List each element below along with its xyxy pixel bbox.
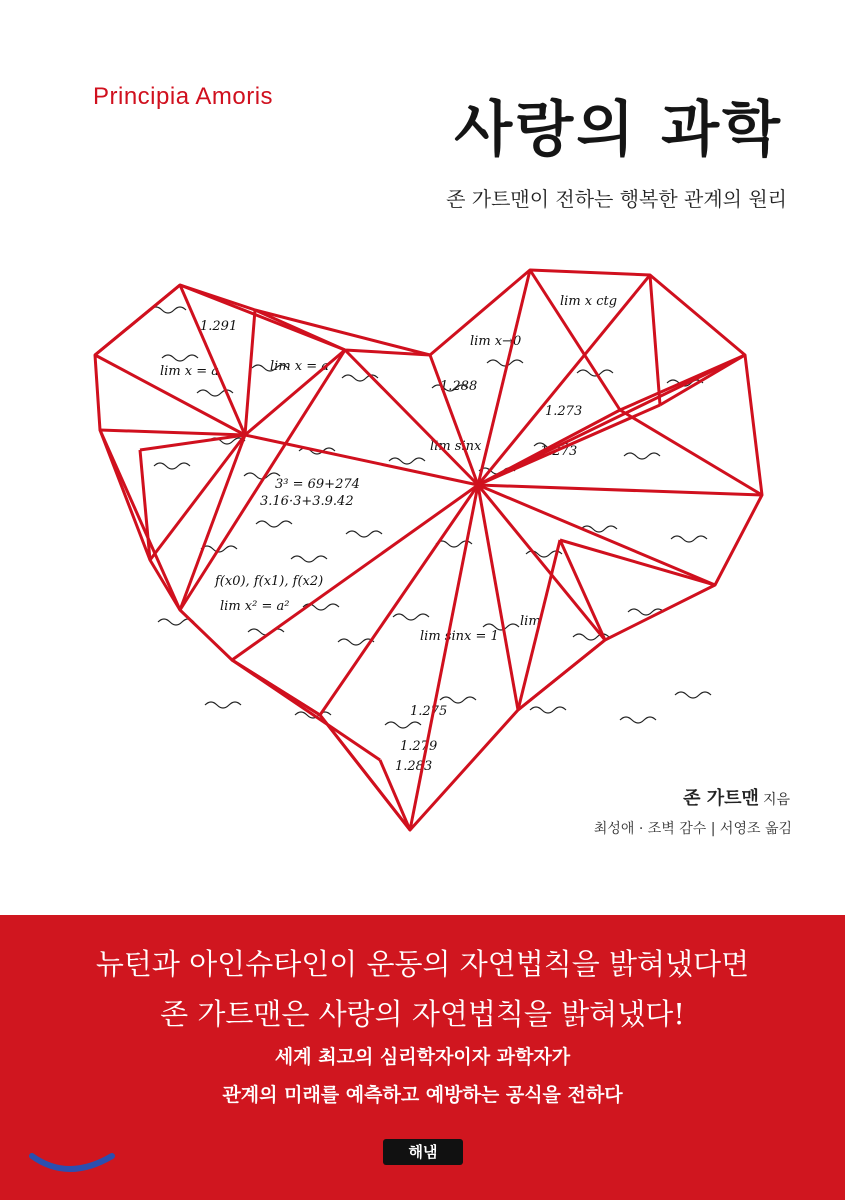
- equation-text: 1.273: [540, 444, 578, 459]
- scribble-mark: [487, 360, 523, 366]
- scribble-mark: [675, 692, 711, 698]
- equation-text: 1.279: [400, 739, 438, 754]
- equation-text: lim: [520, 614, 541, 629]
- heart-facet-line: [560, 540, 605, 640]
- heart-facet-line: [478, 485, 518, 710]
- equation-text: 1.288: [440, 379, 478, 394]
- scribble-mark: [440, 697, 476, 703]
- scribble-mark: [291, 556, 327, 562]
- heart-facet-line: [530, 270, 620, 410]
- equation-text: 1.275: [410, 704, 448, 719]
- scribble-mark: [150, 307, 186, 313]
- swoosh-logo-icon: [28, 1120, 118, 1180]
- scribble-mark: [256, 521, 292, 527]
- band-subline-1: 세계 최고의 심리학자이자 과학자가: [274, 1046, 571, 1068]
- author: [683, 784, 790, 810]
- equation-text: 3³ = 69+274: [275, 477, 360, 492]
- equation-text: 1.283: [395, 759, 433, 774]
- scribble-mark: [346, 531, 382, 537]
- heart-illustration: [0, 240, 845, 860]
- equation-text: 3.16·3+3.9.42: [260, 494, 354, 509]
- scribble-mark: [205, 702, 241, 708]
- book-subtitle: 존 가트맨이 전하는 행복한 관계의 원리: [446, 187, 787, 211]
- author-name: 존 가트맨: [683, 788, 759, 809]
- equation-text: lim x² = a²: [220, 599, 290, 614]
- heart-facet-line: [620, 355, 745, 410]
- band-headline-1: 뉴턴과 아인슈타인이 운동의 자연법칙을 밝혀냈다면: [95, 947, 750, 981]
- band-subline-2: 관계의 미래를 예측하고 예방하는 공식을 전하다: [222, 1084, 623, 1106]
- heart-facet-line: [95, 285, 180, 355]
- translator-credits: 최성애 · 조벽 감수 | 서영조 옮김: [593, 821, 792, 837]
- heart-facet-line: [518, 640, 605, 710]
- heart-facet-line: [100, 430, 245, 435]
- latin-title: Principia Amoris: [93, 83, 274, 110]
- publisher-logo: 해냄: [383, 1139, 463, 1165]
- equation-text: lim x ctg: [560, 294, 618, 309]
- scribble-mark: [624, 453, 660, 459]
- scribble-mark: [389, 458, 425, 464]
- equation-text: 1.291: [200, 319, 238, 334]
- heart-facet-line: [560, 540, 715, 585]
- equation-text: lim x = a: [160, 364, 220, 379]
- equation-text: lim x→0: [470, 334, 522, 349]
- scribble-mark: [385, 722, 421, 728]
- polygon-heart: [0, 240, 845, 860]
- heart-facet-line: [232, 660, 380, 760]
- heart-facet-line: [245, 310, 255, 435]
- scribble-mark: [620, 717, 656, 723]
- scribble-mark: [671, 536, 707, 542]
- heart-facet-line: [620, 410, 762, 495]
- scribble-mark: [530, 707, 566, 713]
- band-headline-2: 존 가트맨은 사랑의 자연법칙을 밝혀냈다!: [160, 997, 685, 1031]
- equation-text: lim sinx: [430, 439, 482, 454]
- heart-facet-line: [140, 435, 245, 450]
- heart-facet-line: [650, 275, 660, 405]
- equation-text: lim x = a: [270, 359, 330, 374]
- scribble-mark: [154, 463, 190, 469]
- heart-facet-line: [150, 435, 245, 560]
- book-title: 사랑의 과학: [454, 95, 783, 165]
- equation-text: f(x0), f(x1), f(x2): [215, 574, 324, 589]
- heart-facet-line: [478, 485, 762, 495]
- scribble-mark: [162, 355, 198, 361]
- heart-facet-line: [430, 355, 478, 485]
- author-suffix: 지음: [762, 792, 790, 808]
- heart-facet-line: [478, 410, 620, 485]
- heart-facet-line: [345, 350, 478, 485]
- scribble-mark: [393, 614, 429, 620]
- equation-text: 1.273: [545, 404, 583, 419]
- equation-text: lim sinx = 1: [420, 629, 499, 644]
- heart-facet-line: [478, 485, 715, 585]
